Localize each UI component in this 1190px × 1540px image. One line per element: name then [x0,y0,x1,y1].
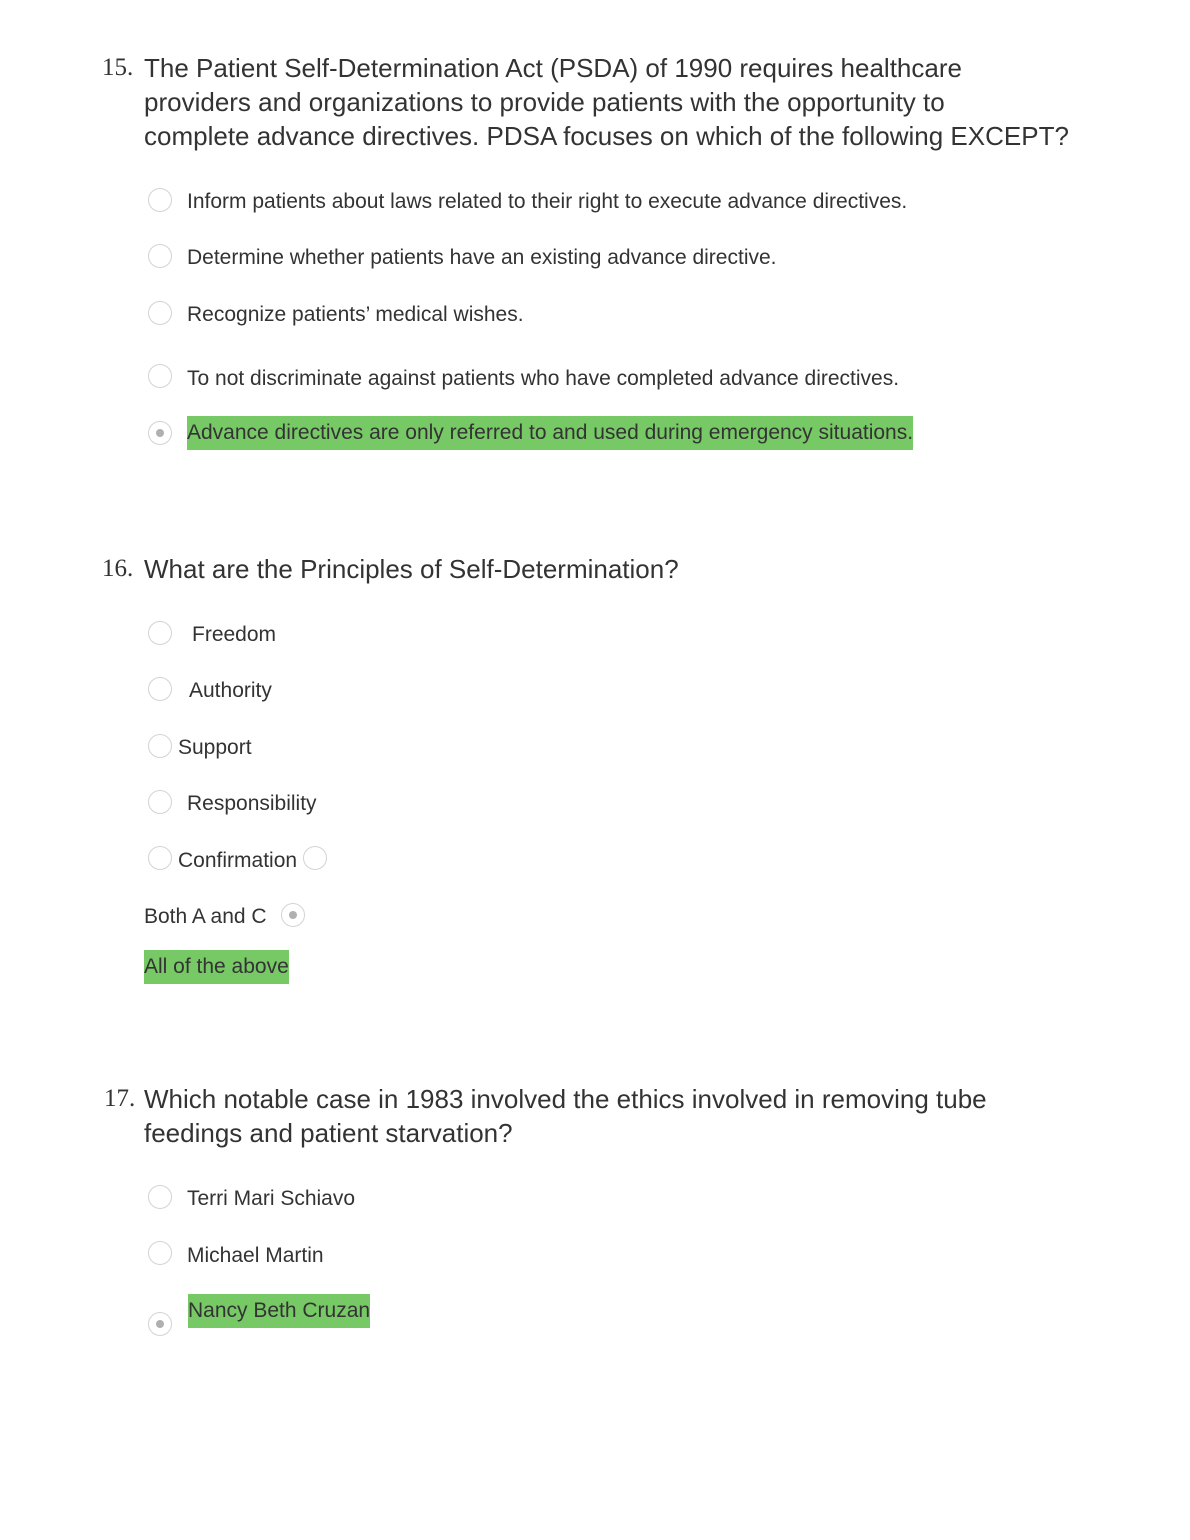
question-text-line: Which notable case in 1983 involved the ethics involved in removing tube [144,1084,987,1114]
option-label[interactable]: Determine whether patients have an existing advance directive. [187,246,777,269]
option-label[interactable]: Recognize patients’ medical wishes. [187,303,524,326]
question-number: 15. [102,54,134,81]
option-label[interactable]: To not discriminate against patients who have completed advance directives. [187,367,900,390]
option-label[interactable]: Both A and C [144,905,267,928]
question-text [144,1082,987,1150]
option-radio-selected[interactable] [281,903,305,927]
question-text [144,552,679,586]
question-number: 17. [104,1085,136,1112]
option-label[interactable]: Authority [189,679,272,702]
option-label[interactable]: Terri Mari Schiavo [187,1187,356,1210]
option-radio-selected[interactable] [148,1312,172,1336]
option-label[interactable]: Inform patients about laws related to their right to execute advance directives. [187,190,908,213]
option-radio[interactable] [148,621,172,645]
option-radio[interactable] [148,364,172,388]
option-label[interactable]: Freedom [192,623,277,646]
question-text-line: providers and organizations to provide patients with the opportunity to [144,87,945,117]
option-label-highlighted[interactable]: Nancy Beth Cruzan [188,1294,370,1328]
question-text-line: The Patient Self-Determination Act (PSDA) of 1990 requires healthcare [144,53,962,83]
option-radio[interactable] [148,677,172,701]
option-label[interactable]: Support [178,736,252,759]
question-text-line: feedings and patient starvation? [144,1118,513,1148]
question-number: 16. [102,555,134,582]
question-text-line: What are the Principles of Self-Determination? [144,554,679,584]
option-label[interactable]: Michael Martin [187,1244,324,1267]
option-radio[interactable] [148,846,172,870]
option-radio[interactable] [148,790,172,814]
option-radio[interactable] [148,734,172,758]
option-radio[interactable] [148,1185,172,1209]
question-text-line: complete advance directives. PDSA focuses on which of the following EXCEPT? [144,121,1069,151]
option-label[interactable]: Confirmation [178,849,298,872]
option-radio-selected[interactable] [148,421,172,445]
option-radio[interactable] [148,188,172,212]
question-text [144,51,1069,153]
option-radio[interactable] [148,244,172,268]
option-radio[interactable] [303,846,327,870]
option-label-highlighted[interactable]: Advance directives are only referred to and used during emergency situations. [187,416,913,450]
option-label[interactable]: Responsibility [187,792,317,815]
option-radio[interactable] [148,301,172,325]
option-label-highlighted[interactable]: All of the above [144,950,289,984]
option-radio[interactable] [148,1241,172,1265]
